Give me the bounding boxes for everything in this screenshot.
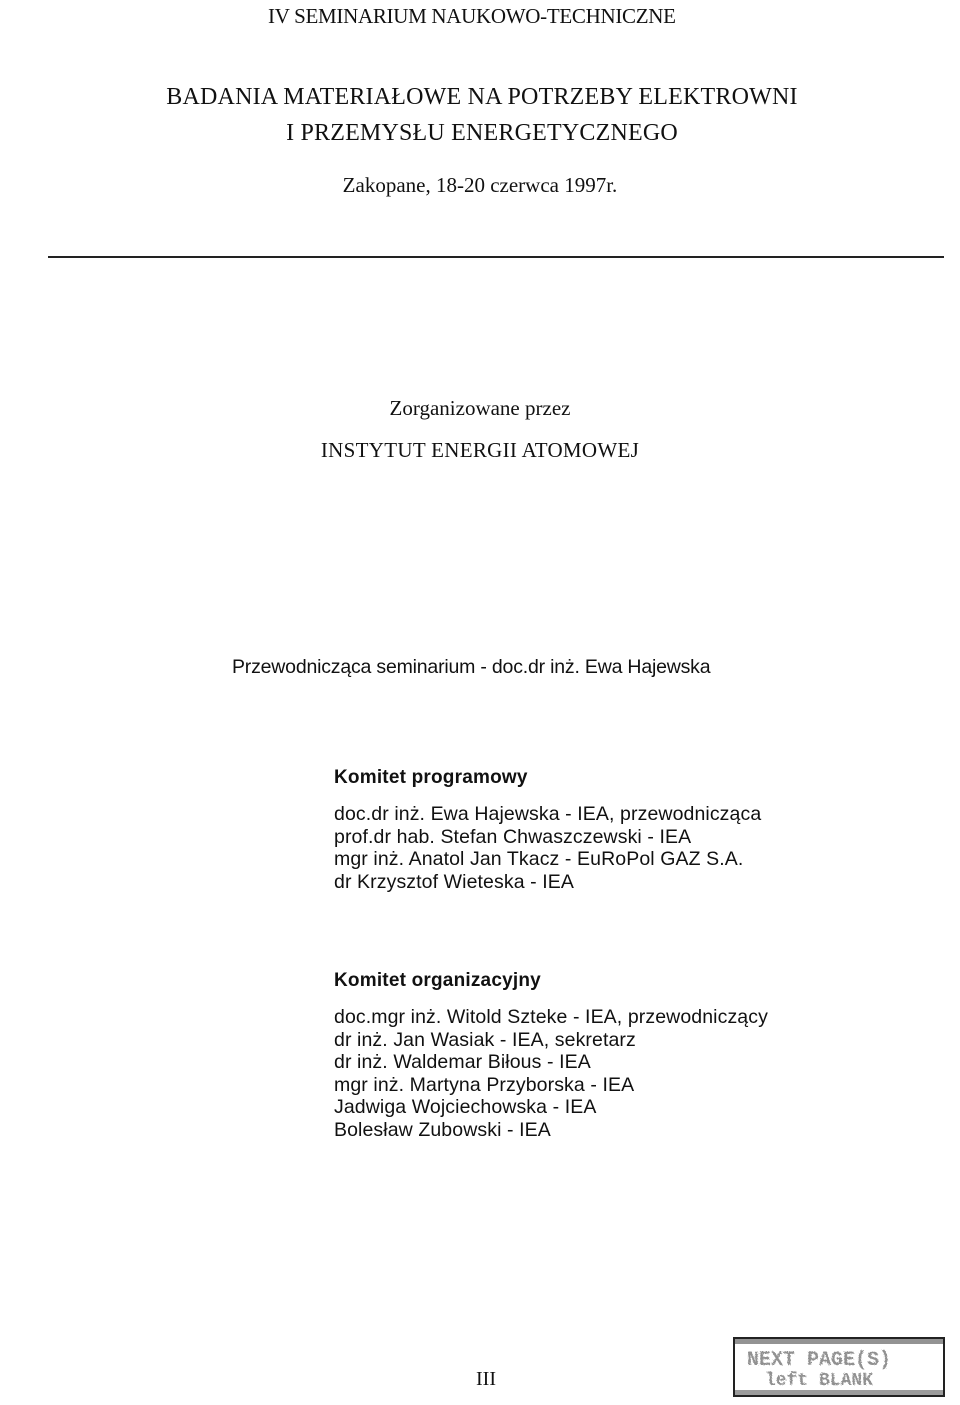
stamp-top-band [735, 1339, 943, 1344]
organizing-committee-list [334, 1006, 768, 1141]
organizing-committee-heading: Komitet organizacyjny [334, 970, 541, 991]
stamp-line-1: NEXT PAGE(S) [747, 1349, 892, 1372]
committee-member: doc.dr inż. Ewa Hajewska - IEA, przewodnicząca [334, 803, 762, 825]
committee-member: dr inż. Jan Wasiak - IEA, sekretarz [334, 1028, 636, 1051]
organizer-name: INSTYTUT ENERGII ATOMOWEJ [320, 438, 640, 462]
committee-member: doc.mgr inż. Witold Szteke - IEA, przewodniczący [334, 1006, 768, 1028]
seminar-series: IV SEMINARIUM NAUKOWO-TECHNICZNE [268, 4, 676, 28]
stamp-line-2: left BLANK [765, 1371, 874, 1391]
seminar-title-line-1: BADANIA MATERIAŁOWE NA POTRZEBY ELEKTROWNI [166, 84, 798, 110]
blank-page-stamp [733, 1337, 945, 1397]
organizing-committee [334, 970, 768, 1141]
committee-member: mgr inż. Martyna Przyborska - IEA [334, 1073, 635, 1096]
page-number: III [476, 1368, 496, 1390]
place-and-date: Zakopane, 18-20 czerwca 1997r. [342, 173, 618, 197]
horizontal-divider [48, 256, 944, 258]
committee-member: Bolesław Zubowski - IEA [334, 1118, 551, 1141]
program-committee-heading: Komitet programowy [334, 767, 528, 788]
program-committee-list [334, 803, 761, 893]
organizer-label: Zorganizowane przez [389, 396, 571, 420]
committee-member: dr Krzysztof Wieteska - IEA [334, 870, 575, 893]
committee-member: mgr inż. Anatol Jan Tkacz - EuRoPol GAZ S.A. [334, 848, 744, 870]
committee-member: prof.dr hab. Stefan Chwaszczewski - IEA [334, 825, 692, 848]
stamp-graphic [735, 1339, 943, 1395]
committee-member: Jadwiga Wojciechowska - IEA [334, 1096, 597, 1118]
seminar-title-line-2: I PRZEMYSŁU ENERGETYCZNEGO [286, 120, 678, 146]
committee-member: dr inż. Waldemar Biłous - IEA [334, 1051, 591, 1073]
seminar-chair: Przewodnicząca seminarium - doc.dr inż. Ewa Hajewska [232, 656, 711, 678]
program-committee [334, 767, 761, 893]
